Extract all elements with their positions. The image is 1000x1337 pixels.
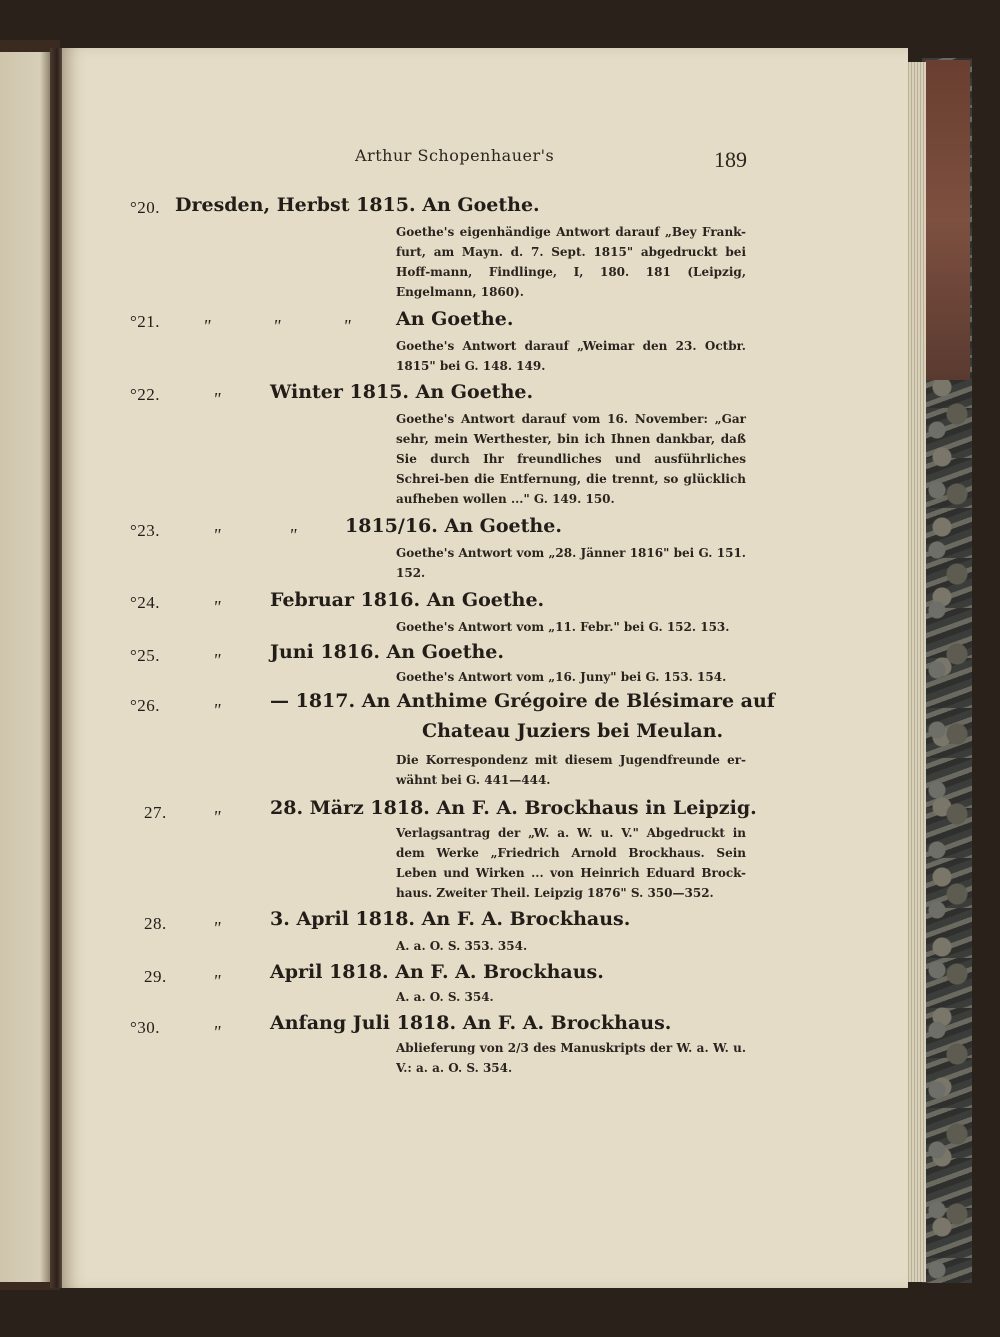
ditto-marks: " xyxy=(213,389,221,409)
entry-heading: Februar 1816. An Goethe. xyxy=(270,589,545,611)
ditto-marks: " xyxy=(213,807,221,827)
entry-number: °21. xyxy=(130,312,161,331)
left-page-edge xyxy=(0,52,50,1282)
ditto-marks: " xyxy=(213,971,221,991)
entry-number: 27. xyxy=(144,803,167,822)
entry-note: Die Korrespondenz mit diesem Jugendfreunde er-wähnt bei G. 441—444. xyxy=(396,753,746,787)
entry-note: A. a. O. S. 353. 354. xyxy=(396,939,528,953)
entry-heading: 28. März 1818. An F. A. Brockhaus in Leipzig. xyxy=(270,797,757,819)
ditto-marks: " xyxy=(213,918,221,938)
entry-note: Goethe's Antwort vom „16. Juny" bei G. 153. 154. xyxy=(396,670,727,684)
ditto-marks: " xyxy=(213,700,221,720)
entry-number: 29. xyxy=(144,967,167,986)
entry-number: °20. xyxy=(130,198,161,217)
entry-heading: — 1817. An Anthime Grégoire de Blésimare auf xyxy=(270,690,775,712)
entry-number: °26. xyxy=(130,696,161,715)
ditto-marks: " " xyxy=(213,525,297,545)
entry-note: Goethe's Antwort darauf „Weimar den 23. Octbr. 1815" bei G. 148. 149. xyxy=(396,339,746,373)
ditto-marks: " " " xyxy=(203,316,351,336)
entry-note: A. a. O. S. 354. xyxy=(396,990,494,1004)
entry-heading: 1815/16. An Goethe. xyxy=(345,515,562,537)
entry-number: °24. xyxy=(130,593,161,612)
entry-number: °23. xyxy=(130,521,161,540)
entry-heading: An Goethe. xyxy=(396,308,514,330)
entry-number: °25. xyxy=(130,646,161,665)
ditto-marks: " xyxy=(213,650,221,670)
book-gutter xyxy=(50,48,62,1288)
entry-number: 28. xyxy=(144,914,167,933)
entry-number: °22. xyxy=(130,385,161,404)
entry-heading: 3. April 1818. An F. A. Brockhaus. xyxy=(270,908,631,930)
entry-heading: Winter 1815. An Goethe. xyxy=(270,381,534,403)
entry-heading-continuation: Chateau Juziers bei Meulan. xyxy=(422,720,724,742)
entry-heading: Juni 1816. An Goethe. xyxy=(270,641,505,663)
entry-note: Goethe's eigenhändige Antwort darauf „Bey Frank-furt, am Mayn. d. 7. Sept. 1815" abgedruckt bei Hoff-mann, Findlinge, I, 180. 181 (Leipzig, Engelmann, 1860). xyxy=(396,225,746,299)
ditto-marks: " xyxy=(213,1022,221,1042)
ditto-marks: " xyxy=(213,597,221,617)
entry-heading: April 1818. An F. A. Brockhaus. xyxy=(270,961,604,983)
entry-note: Ablieferung von 2/3 des Manuskripts der W. a. W. u. V.: a. a. O. S. 354. xyxy=(396,1041,746,1075)
running-title: Arthur Schopenhauer's xyxy=(355,146,555,165)
leather-spine-corner xyxy=(925,60,970,380)
entry-note: Goethe's Antwort vom „11. Febr." bei G. 152. 153. xyxy=(396,620,730,634)
entry-heading: Dresden, Herbst 1815. An Goethe. xyxy=(175,194,540,216)
entry-number: °30. xyxy=(130,1018,161,1037)
entry-note: Verlagsantrag der „W. a. W. u. V." Abgedruckt in dem Werke „Friedrich Arnold Brockhaus. Sein Leben und Wirken ... von Heinrich Eduard Brock-haus. Zweiter Theil. Leipzig 1876" S. 350—352. xyxy=(396,826,746,900)
page-number: 189 xyxy=(714,147,747,172)
entry-heading: Anfang Juli 1818. An F. A. Brockhaus. xyxy=(270,1012,672,1034)
entry-note: Goethe's Antwort vom „28. Jänner 1816" bei G. 151. 152. xyxy=(396,546,746,580)
entry-note: Goethe's Antwort darauf vom 16. November: „Gar sehr, mein Werthester, bin ich Ihnen dankbar, daß Sie durch Ihr freundliches und ausführliches Schrei-ben die Entfernung, die trennt, so glücklich aufheben wollen ..." G. 149. 150. xyxy=(396,412,746,506)
